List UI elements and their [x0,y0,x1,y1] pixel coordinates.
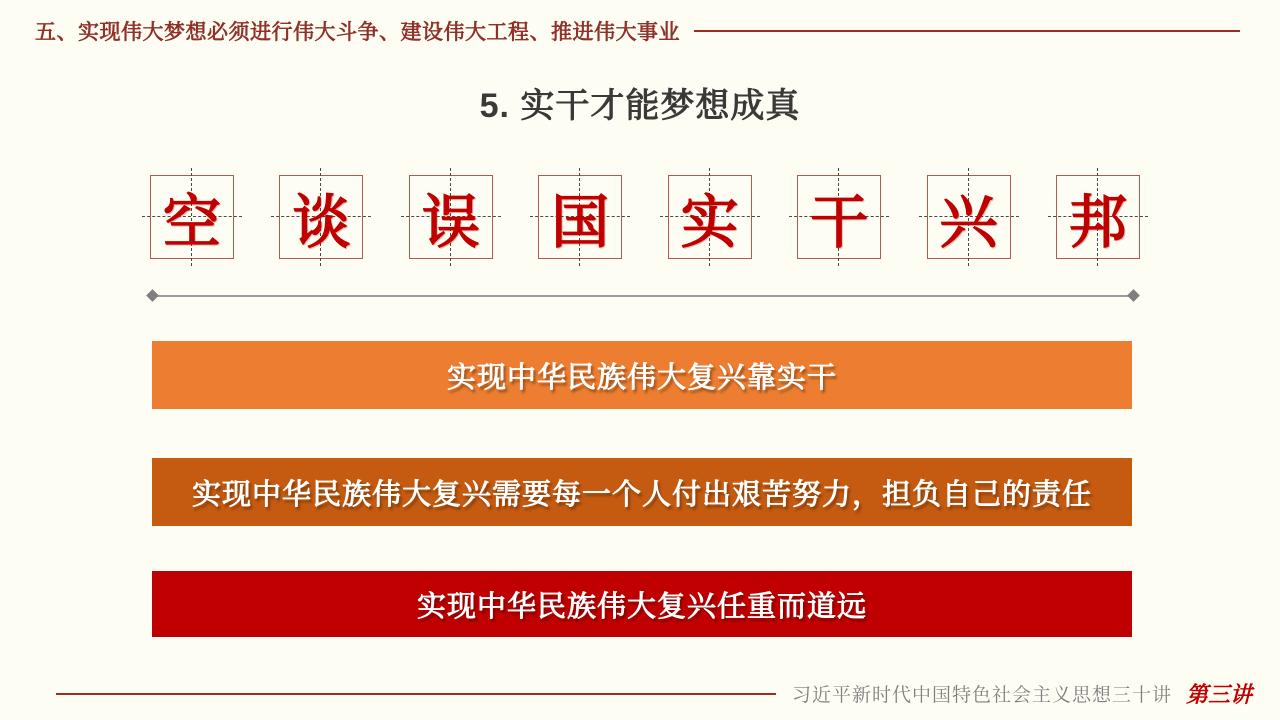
calligraphy-character: 国 [551,188,610,256]
footer-series-title: 习近平新时代中国特色社会主义思想三十讲 [791,685,1172,706]
page-title: 5. 实干才能梦想成真 [479,87,801,125]
diamond-endpoint-left [146,289,159,302]
calligraphy-row [150,175,1140,259]
divider [150,291,1136,300]
section-header-title: 五、实现伟大梦想必须进行伟大斗争、建设伟大工程、推进伟大事业 [35,21,680,44]
calligraphy-character: 邦 [1068,188,1127,256]
calligraphy-character: 实 [680,188,739,256]
divider-line [154,295,1132,297]
calligraphy-box [668,175,752,259]
diamond-endpoint-right [1127,289,1140,302]
section-header-rule [694,30,1240,32]
calligraphy-box [150,175,234,259]
calligraphy-character: 空 [162,188,221,256]
calligraphy-character: 兴 [939,188,998,256]
footer-lecture-label: 第三讲 [1185,682,1252,708]
calligraphy-character: 谈 [292,188,351,256]
banner-meigeren-zeren: 实现中华民族伟大复兴需要每一个人付出艰苦努力，担负自己的责任 [152,458,1132,526]
calligraphy-box [279,175,363,259]
calligraphy-box [927,175,1011,259]
calligraphy-character: 干 [810,188,869,256]
calligraphy-box [797,175,881,259]
banner-renzhong-daoyuan: 实现中华民族伟大复兴任重而道远 [152,571,1132,637]
calligraphy-box [409,175,493,259]
footer [56,678,1252,709]
calligraphy-box [1056,175,1140,259]
footer-rule [56,693,776,695]
section-header [35,16,1240,46]
banner-shixian-kaoshigan: 实现中华民族伟大复兴靠实干 [152,341,1132,409]
calligraphy-box [538,175,622,259]
calligraphy-character: 误 [421,188,480,256]
